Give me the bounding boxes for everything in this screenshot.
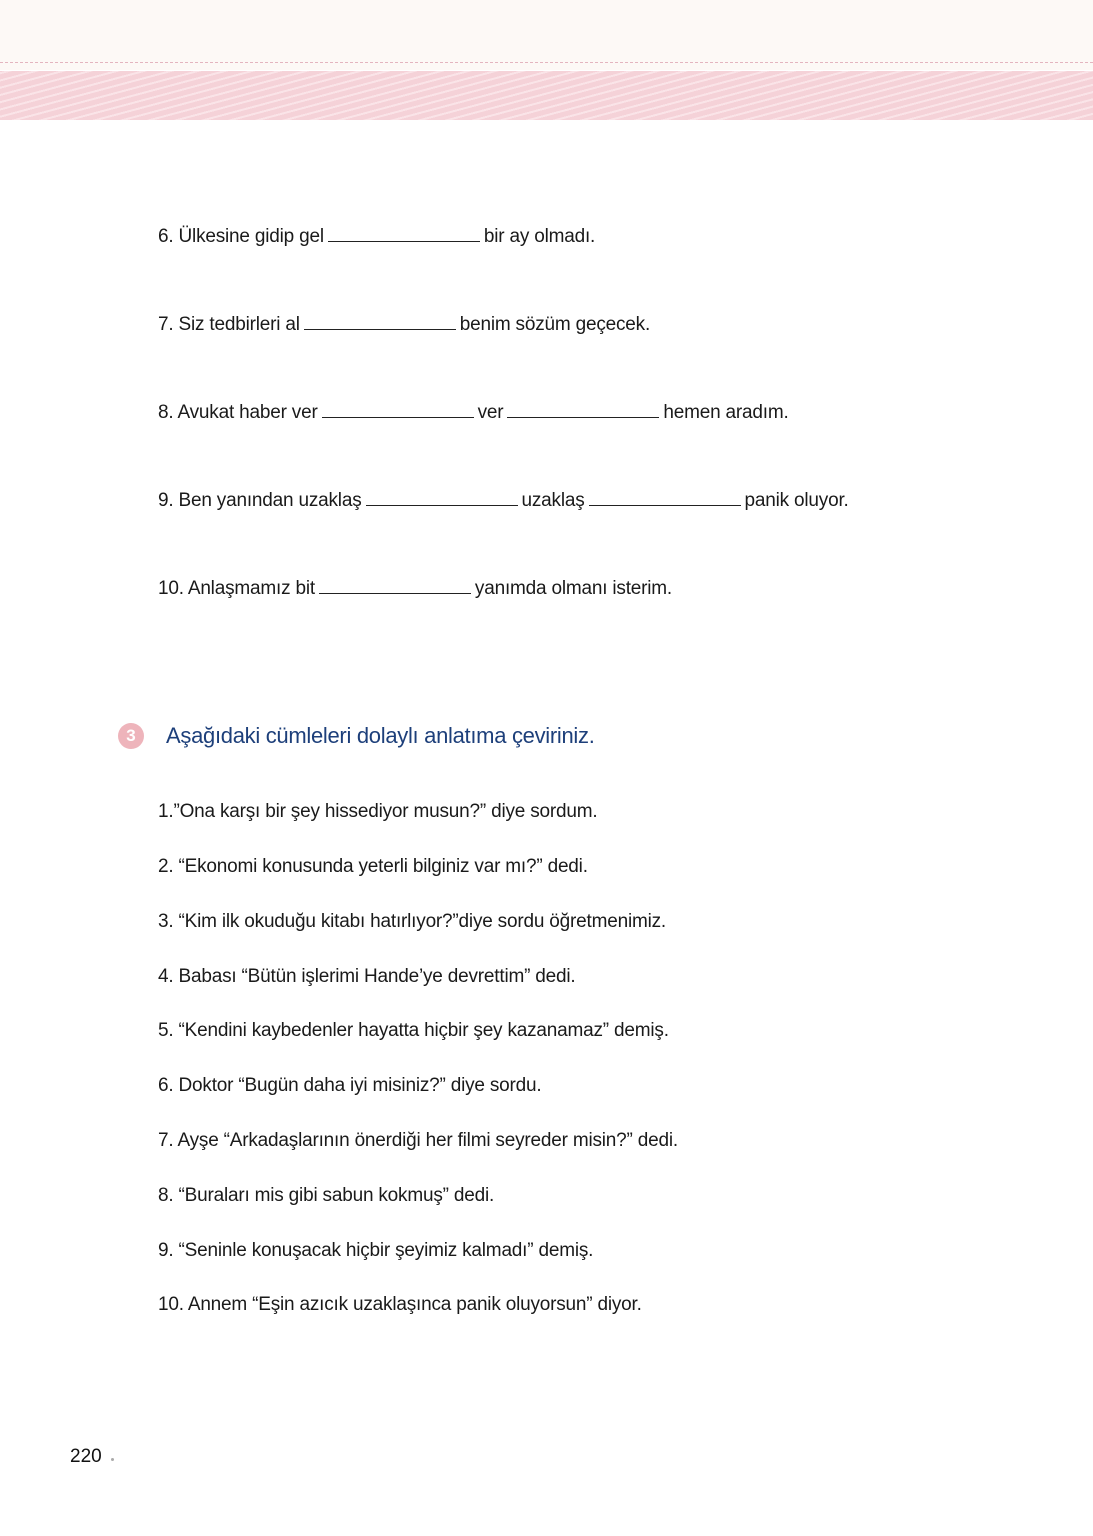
fill-text: hemen aradım. xyxy=(663,402,789,423)
blank-line[interactable] xyxy=(304,328,456,330)
section-title: Aşağıdaki cümleleri dolaylı anlatıma çeviriniz. xyxy=(166,723,595,748)
fill-text: bir ay olmadı. xyxy=(483,226,596,247)
fill-text: 6. Ülkesine gidip gel xyxy=(158,226,324,247)
fill-text: ver xyxy=(477,402,504,423)
exercise-item: 4. Babası “Bütün işlerimi Hande’ye devrettim” dedi. xyxy=(158,966,576,987)
exercise-item: 7. Ayşe “Arkadaşlarının önerdiği her filmi seyreder misin?” dedi. xyxy=(158,1130,678,1151)
fill-text: 9. Ben yanından uzaklaş xyxy=(158,490,362,511)
page-header xyxy=(0,0,1093,70)
header-striped-band xyxy=(0,71,1093,120)
blank-line[interactable] xyxy=(322,416,474,418)
fill-item-6 xyxy=(158,226,595,248)
exercise-item: 5. “Kendini kaybedenler hayatta hiçbir şey kazanamaz” demiş. xyxy=(158,1020,669,1041)
fill-text: yanımda olmanı isterim. xyxy=(474,578,673,599)
fill-item-8 xyxy=(158,402,789,424)
blank-line[interactable] xyxy=(366,504,518,506)
fill-text: panik oluyor. xyxy=(744,490,849,511)
exercise-item: 1.”Ona karşı bir şey hissediyor musun?” diye sordum. xyxy=(158,801,598,822)
fill-item-7 xyxy=(158,314,650,336)
page-number: 220 xyxy=(70,1446,102,1467)
section-number-badge: 3 xyxy=(118,723,144,749)
fill-text: 10. Anlaşmamız bit xyxy=(158,578,315,599)
fill-text: benim sözüm geçecek. xyxy=(459,314,651,335)
blank-line[interactable] xyxy=(328,240,480,242)
fill-text: uzaklaş xyxy=(521,490,585,511)
fill-item-9 xyxy=(158,490,849,512)
blank-line[interactable] xyxy=(507,416,659,418)
exercise-item: 6. Doktor “Bugün daha iyi misiniz?” diye sordu. xyxy=(158,1075,542,1096)
exercise-item: 9. “Seninle konuşacak hiçbir şeyimiz kalmadı” demiş. xyxy=(158,1240,594,1261)
exercise-item: 8. “Buraları mis gibi sabun kokmuş” dedi. xyxy=(158,1185,495,1206)
header-dashed-divider xyxy=(0,62,1093,63)
fill-text: 8. Avukat haber ver xyxy=(158,402,318,423)
blank-line[interactable] xyxy=(589,504,741,506)
exercise-item: 3. “Kim ilk okuduğu kitabı hatırlıyor?”diye sordu öğretmenimiz. xyxy=(158,911,667,932)
exercise-item: 10. Annem “Eşin azıcık uzaklaşınca panik oluyorsun” diyor. xyxy=(158,1294,642,1315)
section-3-heading xyxy=(118,723,595,749)
fill-item-10 xyxy=(158,578,672,600)
blank-line[interactable] xyxy=(319,592,471,594)
fill-text: 7. Siz tedbirleri al xyxy=(158,314,300,335)
exercise-item: 2. “Ekonomi konusunda yeterli bilginiz var mı?” dedi. xyxy=(158,856,588,877)
page-number-dot xyxy=(111,1458,114,1461)
